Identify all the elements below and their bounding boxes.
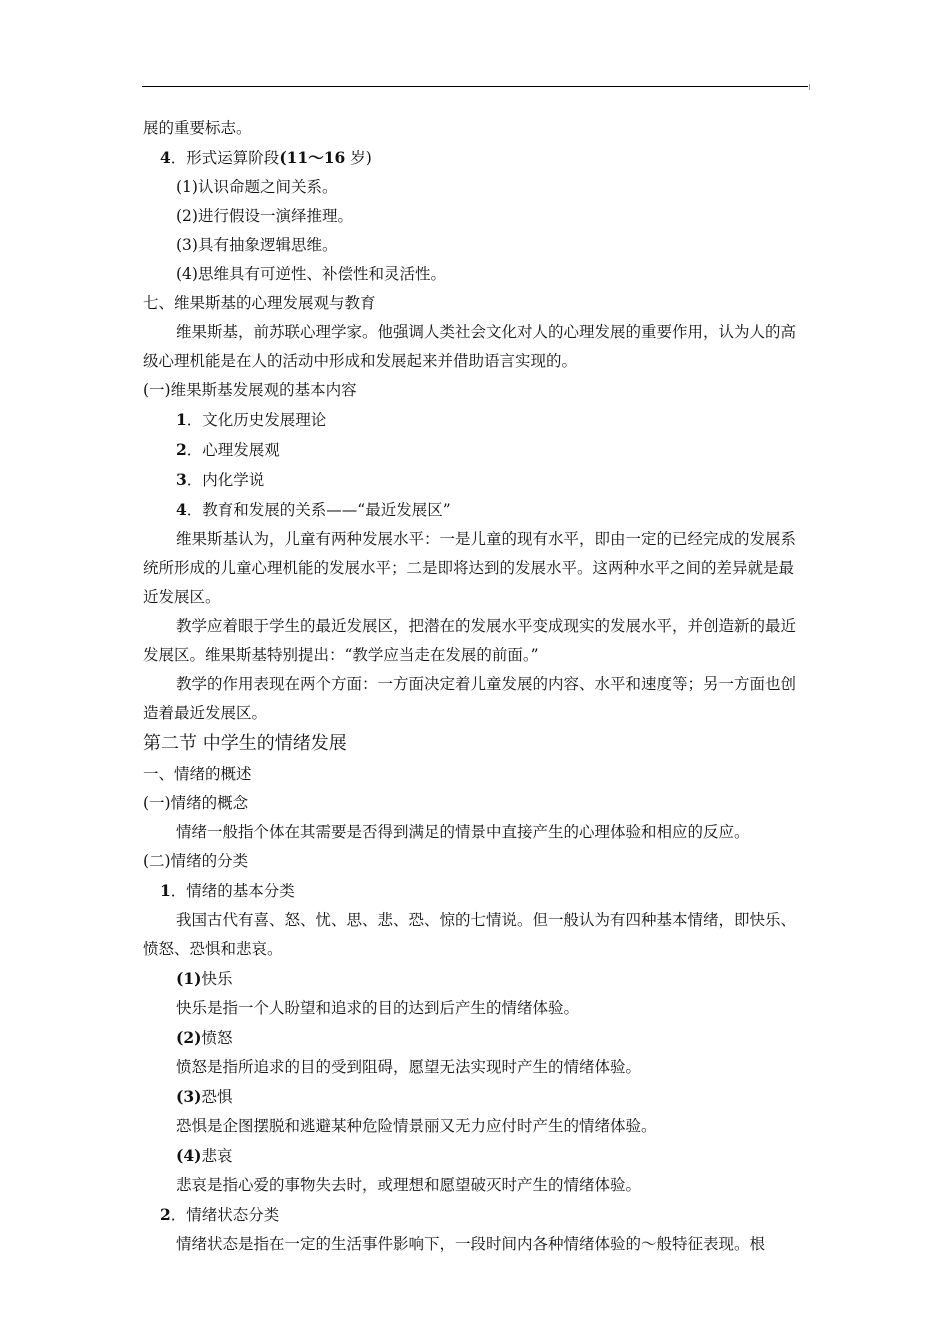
item-number: 1 [176,410,187,429]
item-number: 4 [160,148,171,167]
paragraph-basic-emotions: 我国古代有喜、怒、忧、思、悲、恐、惊的七情说。但一般认为有四种基本情绪，即快乐、愤怒、恐惧和悲哀。 [143,911,797,958]
item-number: 2 [160,1205,171,1224]
item-number: 1 [160,881,171,900]
item-number: (4) [176,1146,202,1165]
list-item-formal-operation [143,143,809,173]
item-text: 愤怒 [201,1029,233,1047]
item-text: 悲哀 [201,1147,233,1165]
list-item [143,495,809,525]
item-text: ．形式运算阶段 [170,149,280,167]
subsection-heading: (一)情绪的概念 [143,794,249,812]
item-number: 2 [176,440,187,459]
paragraph-teaching-role: 教学的作用表现在两个方面：一方面决定着儿童发展的内容、水平和速度等；另一方面也创造着最近发展区。 [143,675,797,722]
emotion-desc-sadness: 悲哀是指心爱的事物失去时，或理想和愿望破灭时产生的情绪体验。 [176,1176,642,1194]
sub-item-4: (4)思维具有可逆性、补偿性和灵活性。 [176,265,446,283]
paragraph-continued: 展的重要标志。 [143,119,252,137]
item-text: 恐惧 [201,1088,233,1106]
emotion-heading-anger [143,1023,809,1053]
item-text: ．情绪的基本分类 [170,882,295,900]
item-number: 4 [176,500,187,519]
emotion-heading-sadness [143,1141,809,1171]
list-item [143,405,809,435]
sub-item-2: (2)进行假设一演绎推理。 [176,207,353,225]
item-text: ．内化学说 [186,471,265,489]
paragraph-zpd-definition: 维果斯基认为，儿童有两种发展水平：一是儿童的现有水平，即由一定的已经完成的发展系统所形成的儿童心理机能的发展水平；二是即将达到的发展水平。这两种水平之间的差异就是最近发展区。 [143,530,797,606]
item-number: 3 [176,470,187,489]
item-bold-range: (11～16 [279,148,346,167]
item-text: 快乐 [201,970,233,988]
paragraph-teaching-zpd: 教学应着眼于学生的最近发展区，把潜在的发展水平变成现实的发展水平，并创造新的最近发展区。维果斯基特别提出：“教学应当走在发展的前面。” [143,617,797,664]
item-text: ．情绪状态分类 [170,1206,280,1224]
emotion-heading-fear [143,1082,809,1112]
item-tail: 岁) [345,149,372,167]
subsection-heading: (二)情绪的分类 [143,852,249,870]
emotion-heading-joy [143,964,809,994]
chapter-section-title: 第二节 中学生的情绪发展 [143,733,347,754]
list-item [143,465,809,495]
item-number: (2) [176,1028,202,1047]
subsection-heading: (一)维果斯基发展观的基本内容 [143,381,357,399]
list-item [143,876,809,906]
emotion-desc-joy: 快乐是指一个人盼望和追求的目的达到后产生的情绪体验。 [176,999,580,1017]
item-number: (3) [176,1087,202,1106]
section-heading-vygotsky: 七、维果斯基的心理发展观与教育 [143,294,376,312]
header-rule-tick [809,84,810,90]
section-heading-emotion: 一、情绪的概述 [143,765,252,783]
item-text: ．文化历史发展理论 [186,411,327,429]
list-item [143,435,809,465]
emotion-desc-fear: 恐惧是企图摆脱和逃避某种危险情景丽又无力应付时产生的情绪体验。 [176,1117,657,1135]
paragraph-vygotsky-intro: 维果斯基，前苏联心理学家。他强调人类社会文化对人的心理发展的重要作用，认为人的高级心理机能是在人的活动中形成和发展起来并借助语言实现的。 [143,323,797,370]
item-text: ．教育和发展的关系——“最近发展区” [186,501,451,519]
item-text: ．心理发展观 [186,441,280,459]
sub-item-1: (1)认识命题之间关系。 [176,178,338,196]
sub-item-3: (3)具有抽象逻辑思维。 [176,236,338,254]
paragraph-emotion-concept: 情绪一般指个体在其需要是否得到满足的情景中直接产生的心理体验和相应的反应。 [176,823,750,841]
paragraph-emotion-state: 情绪状态是指在一定的生活事件影响下，一段时间内各种情绪体验的～般特征表现。根 [176,1235,766,1253]
list-item [143,1200,809,1230]
document-body [143,114,809,1259]
item-number: (1) [176,969,202,988]
emotion-desc-anger: 愤怒是指所追求的目的受到阻碍，愿望无法实现时产生的情绪体验。 [176,1058,642,1076]
header-rule [142,86,808,87]
